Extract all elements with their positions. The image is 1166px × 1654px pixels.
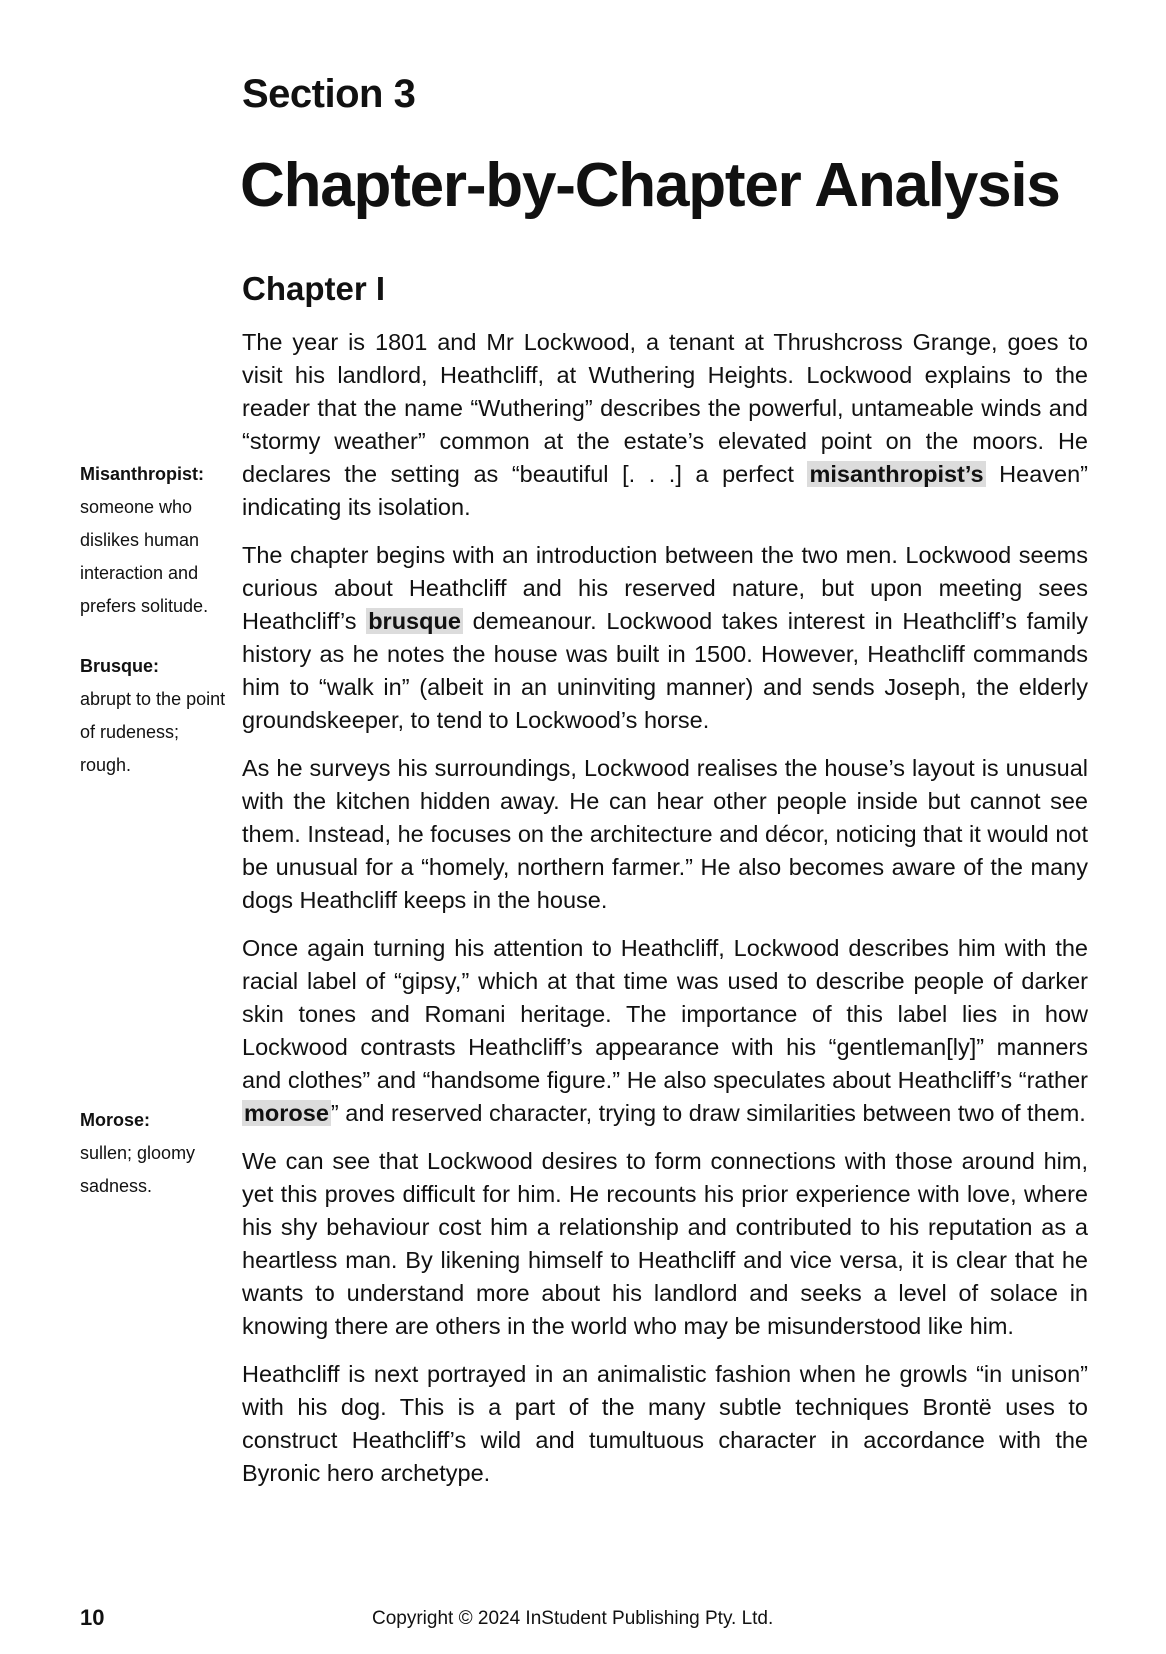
glossary-definition: sullen; gloomy sadness. bbox=[80, 1143, 196, 1196]
paragraph-1 bbox=[242, 326, 1088, 524]
paragraph-text: demeanour. Lockwood takes interest in Heathcliff’s family history as he notes the house was built in 1500. However, Heathcliff commands him to “walk in” (albeit in an uninviting manner) and sends Joseph, the elderly groundskeeper, to tend to Lockwood’s horse. bbox=[242, 608, 1088, 733]
highlighted-term-brusque: brusque bbox=[368, 608, 461, 634]
paragraph-5: We can see that Lockwood desires to form connections with those around him, yet this proves difficult for him. He recounts his prior experience with love, where his shy behaviour cost him a relationship and contributed to his reputation as a heartless man. By likening himself to Heathcliff and vice versa, it is clear that he wants to understand more about his landlord and seeks a level of solace in knowing there are others in the world who may be misunderstood like him. bbox=[242, 1148, 1088, 1339]
glossary-definition: someone who dislikes human interaction and prefers solitude. bbox=[80, 497, 209, 616]
copyright-notice: Copyright © 2024 InStudent Publishing Pty. Ltd. bbox=[372, 1608, 774, 1629]
paragraph-text: ” and reserved character, trying to draw similarities between two of them. bbox=[330, 1100, 1086, 1126]
paragraph-6: Heathcliff is next portrayed in an animalistic fashion when he growls “in unison” with his dog. This is a part of the many subtle techniques Brontë uses to construct Heathcliff’s wild and tumultuous character in accordance with the Byronic hero archetype. bbox=[242, 1361, 1088, 1486]
paragraph-2 bbox=[242, 539, 1088, 737]
paragraph-text: Heaven” indicating its isolation. bbox=[242, 461, 1088, 520]
paragraph-4 bbox=[242, 932, 1088, 1130]
highlighted-term-misanthropist: misanthropist’s bbox=[809, 461, 984, 487]
paragraph-3: As he surveys his surroundings, Lockwood realises the house’s layout is unusual with the kitchen hidden away. He can hear other people inside but cannot see them. Instead, he focuses on the architecture and décor, noticing that it would not be unusual for a “homely, northern farmer.” He also becomes aware of the many dogs Heathcliff keeps in the house. bbox=[242, 755, 1088, 913]
glossary-term: Misanthropist: bbox=[80, 464, 204, 484]
glossary-definition: abrupt to the point of rudeness; rough. bbox=[80, 689, 226, 775]
page-title: Chapter-by-Chapter Analysis bbox=[240, 151, 1060, 220]
glossary-term: Brusque: bbox=[80, 656, 160, 676]
chapter-heading: Chapter I bbox=[242, 270, 386, 307]
glossary-note-brusque bbox=[80, 650, 230, 782]
section-label: Section 3 bbox=[242, 72, 416, 116]
analysis-body bbox=[242, 326, 1088, 1505]
glossary-note-misanthropist bbox=[80, 458, 230, 623]
page-number: 10 bbox=[80, 1605, 105, 1630]
paragraph-text: Once again turning his attention to Heathcliff, Lockwood describes him with the racial label of “gipsy,” which at that time was used to describe people of darker skin tones and Romani heritage. The importance of this label lies in how Lockwood contrasts Heathcliff’s appearance with his “gentleman[ly]” manners and clothes” and “handsome figure.” He also speculates about Heathcliff’s “rather bbox=[242, 935, 1088, 1093]
glossary-note-morose bbox=[80, 1104, 230, 1203]
paragraph-text: The year is 1801 and Mr Lockwood, a tenant at Thrushcross Grange, goes to visit his landlord, Heathcliff, at Wuthering Heights. Lockwood explains to the reader that the name “Wuthering” describes the powerful, untameable winds and “stormy weather” common at the estate’s elevated point on the moors. He declares the setting as “beautiful [. . .] a perfect bbox=[242, 329, 1088, 487]
glossary-term: Morose: bbox=[80, 1110, 151, 1130]
paragraph-text: The chapter begins with an introduction between the two men. Lockwood seems curious about Heathcliff and his reserved nature, but upon meeting sees Heathcliff’s bbox=[242, 542, 1088, 634]
highlighted-term-morose: morose bbox=[244, 1100, 329, 1126]
